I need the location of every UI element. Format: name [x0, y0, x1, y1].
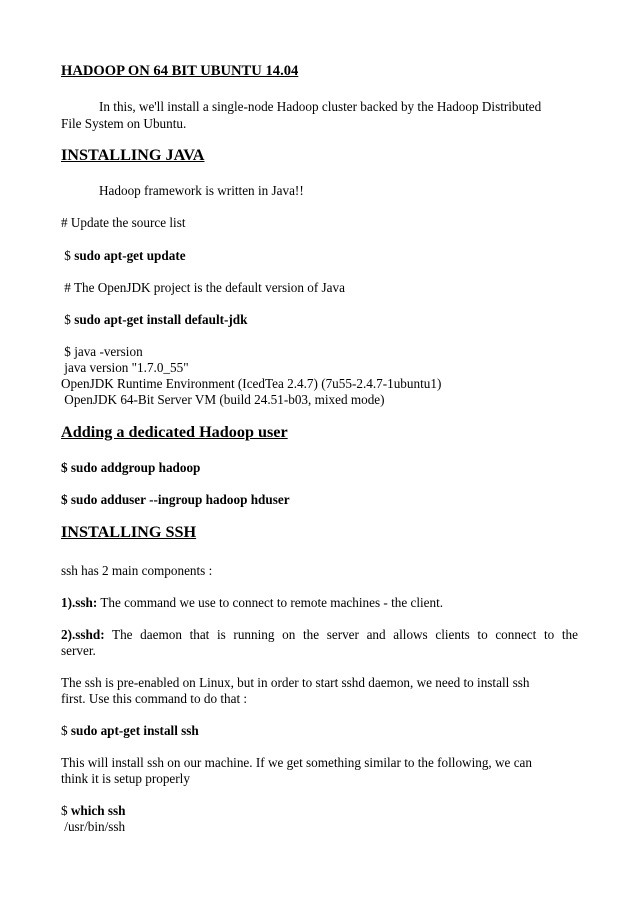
ssh-preenabled-line-1: The ssh is pre-enabled on Linux, but in order to start sshd daemon, we need to install ssh — [61, 675, 530, 690]
component-sshd: 2).sshd: The daemon that is running on the server and allows clients to connect to the — [61, 627, 578, 642]
command-adduser: $ sudo adduser --ingroup hadoop hduser — [61, 492, 290, 507]
comment-update: # Update the source list — [61, 215, 186, 230]
output-server-vm: OpenJDK 64-Bit Server VM (build 24.51-b03, mixed mode) — [64, 392, 385, 407]
output-java-version: java version "1.7.0_55" — [64, 360, 189, 375]
hadoop-user-heading: Adding a dedicated Hadoop user — [61, 423, 288, 441]
intro-line-2: File System on Ubuntu. — [61, 116, 187, 131]
java-description: Hadoop framework is written in Java!! — [99, 183, 304, 198]
command-java-version: $ java -version — [64, 344, 143, 359]
component-sshd-cont: server. — [61, 643, 96, 658]
document-title: HADOOP ON 64 BIT UBUNTU 14.04 — [61, 63, 299, 79]
command-addgroup: $ sudo addgroup hadoop — [61, 460, 201, 475]
command-which-ssh: $ which ssh — [61, 803, 126, 818]
command-apt-update: $ sudo apt-get update — [64, 248, 186, 263]
ssh-components: ssh has 2 main components : — [61, 563, 213, 578]
ssh-preenabled-line-2: first. Use this command to do that : — [61, 691, 248, 706]
component-ssh: 1).ssh: The command we use to connect to remote machines - the client. — [61, 595, 444, 610]
ssh-heading: INSTALLING SSH — [61, 523, 197, 541]
ssh-verify-line-1: This will install ssh on our machine. If we get something similar to the following, we can — [61, 755, 533, 770]
command-install-ssh: $ sudo apt-get install ssh — [61, 723, 199, 738]
command-install-jdk: $ sudo apt-get install default-jdk — [64, 312, 248, 327]
java-heading: INSTALLING JAVA — [61, 146, 205, 164]
output-runtime: OpenJDK Runtime Environment (IcedTea 2.4.7) (7u55-2.4.7-1ubuntu1) — [61, 376, 442, 391]
ssh-verify-line-2: think it is setup properly — [61, 771, 190, 786]
output-which-ssh: /usr/bin/ssh — [64, 819, 126, 834]
intro-line-1: In this, we'll install a single-node Hadoop cluster backed by the Hadoop Distributed — [99, 99, 542, 114]
comment-openjdk: # The OpenJDK project is the default version of Java — [64, 280, 345, 295]
